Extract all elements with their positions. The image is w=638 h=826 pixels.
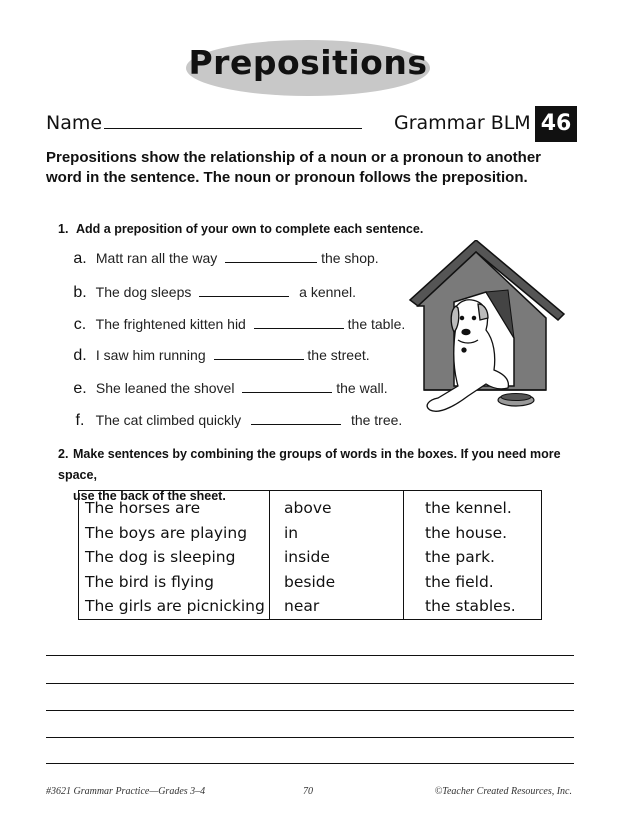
grammar-blm-label: Grammar BLM — [394, 112, 531, 134]
writing-line[interactable] — [46, 763, 574, 764]
question-text-before: The dog sleeps — [95, 284, 192, 300]
footer-book-title: #3621 Grammar Practice—Grades 3–4 — [46, 786, 206, 797]
question-text-before: The frightened kitten hid — [95, 316, 246, 332]
writing-line[interactable] — [46, 710, 574, 711]
question-d — [68, 347, 370, 365]
answer-blank[interactable] — [225, 252, 317, 263]
section2-number: 2. — [58, 447, 69, 461]
question-text-after: the tree. — [350, 412, 403, 428]
question-letter: b. — [73, 284, 87, 301]
word-cell: The girls are picnicking — [85, 597, 265, 615]
word-box-table — [78, 490, 542, 620]
word-cell: in — [284, 523, 299, 542]
writing-line[interactable] — [46, 655, 574, 656]
answer-blank[interactable] — [251, 414, 341, 425]
answer-blank[interactable] — [242, 382, 332, 393]
question-c — [68, 316, 405, 334]
question-letter: f. — [75, 412, 85, 429]
writing-line[interactable] — [46, 737, 574, 738]
section1-number: 1. — [58, 222, 69, 236]
question-letter: a. — [73, 250, 87, 267]
section1-instruction-text: Add a preposition of your own to complete each sentence. — [76, 222, 424, 236]
page-title: Prepositions — [188, 43, 428, 82]
word-column-prepositions — [269, 491, 403, 619]
dog-bowl-icon — [498, 394, 534, 407]
footer-copyright: ©Teacher Created Resources, Inc. — [434, 786, 572, 797]
intro-text: Prepositions show the relationship of a noun or a pronoun to another word in the sentence. The noun or pronoun follows the preposition. — [46, 149, 542, 186]
word-cell: The boys are playing — [85, 523, 248, 542]
question-text-after: a kennel. — [299, 284, 356, 300]
word-cell: beside — [284, 572, 336, 591]
question-text-before: I saw him running — [95, 347, 206, 363]
question-letter: c. — [73, 316, 87, 333]
question-e — [68, 380, 388, 398]
word-cell: the kennel. — [425, 499, 512, 517]
word-cell: the house. — [425, 523, 508, 542]
word-cell: The horses are — [85, 499, 201, 517]
question-letter: d. — [73, 347, 87, 364]
question-a — [68, 250, 379, 268]
question-text-before: She leaned the shovel — [95, 380, 235, 396]
answer-blank[interactable] — [214, 349, 304, 360]
question-b — [68, 284, 356, 302]
word-cell: The dog is sleeping — [85, 548, 236, 566]
section1-instruction — [58, 219, 423, 240]
question-text-after: the wall. — [336, 380, 388, 396]
name-label: Name — [46, 112, 103, 134]
section2-instruction-line1: Make sentences by combining the groups of words in the boxes. If you need more space, — [58, 447, 561, 482]
word-cell: near — [284, 597, 320, 615]
blm-number-badge: 46 — [535, 106, 577, 142]
word-column-subjects — [79, 491, 269, 619]
name-field-line[interactable] — [104, 128, 362, 129]
question-text-after: the street. — [307, 347, 370, 363]
question-text-before: The cat climbed quickly — [95, 412, 242, 428]
answer-blank[interactable] — [199, 286, 289, 297]
answer-blank[interactable] — [254, 318, 344, 329]
word-column-places — [403, 491, 540, 619]
dog-kennel-illustration — [408, 240, 566, 420]
word-cell: the field. — [425, 572, 494, 591]
writing-line[interactable] — [46, 683, 574, 684]
word-cell: The bird is flying — [85, 572, 214, 591]
question-letter: e. — [73, 380, 87, 397]
word-cell: the park. — [425, 548, 495, 566]
word-cell: above — [284, 499, 332, 517]
section2-instruction-line2: use the back of the sheet. — [73, 489, 226, 503]
word-cell: inside — [284, 548, 330, 566]
question-f — [68, 412, 402, 430]
footer-page-number: 70 — [303, 786, 313, 797]
question-text-after: the shop. — [321, 250, 379, 266]
question-text-before: Matt ran all the way — [95, 250, 218, 266]
question-text-after: the table. — [347, 316, 406, 332]
word-cell: the stables. — [425, 597, 516, 615]
